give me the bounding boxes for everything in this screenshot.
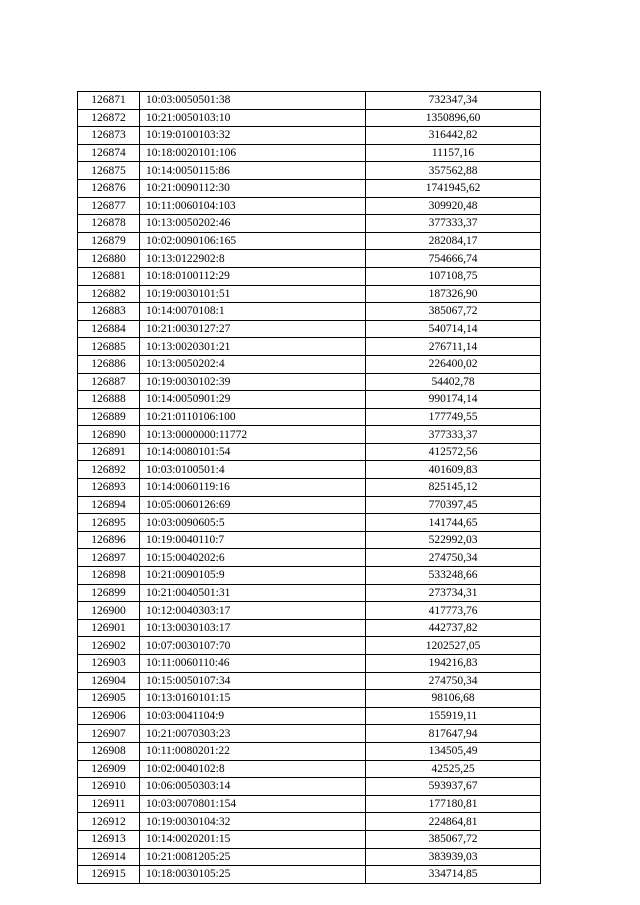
table-row — [78, 690, 541, 708]
table-row — [78, 303, 541, 321]
cadastral-number-cell: 10:02:0090106:165 — [140, 232, 366, 250]
table-row — [78, 479, 541, 497]
value-cell: 732347,34 — [366, 92, 541, 110]
cadastral-number-cell: 10:21:0070303:23 — [140, 725, 366, 743]
cadastral-number-cell: 10:03:0100501:4 — [140, 461, 366, 479]
table-row — [78, 549, 541, 567]
row-id-cell: 126910 — [78, 778, 140, 796]
cadastral-number-cell: 10:13:0030103:17 — [140, 619, 366, 637]
value-cell: 177180,81 — [366, 795, 541, 813]
row-id-cell: 126903 — [78, 655, 140, 673]
cadastral-number-cell: 10:21:0090112:30 — [140, 179, 366, 197]
row-id-cell: 126891 — [78, 443, 140, 461]
value-cell: 224864,81 — [366, 813, 541, 831]
table-row — [78, 725, 541, 743]
table-row — [78, 742, 541, 760]
cadastral-number-cell: 10:15:0040202:6 — [140, 549, 366, 567]
cadastral-number-cell: 10:11:0060104:103 — [140, 197, 366, 215]
cadastral-number-cell: 10:18:0020101:106 — [140, 144, 366, 162]
row-id-cell: 126876 — [78, 179, 140, 197]
row-id-cell: 126895 — [78, 514, 140, 532]
value-cell: 417773,76 — [366, 602, 541, 620]
table-row — [78, 584, 541, 602]
cadastral-number-cell: 10:02:0040102:8 — [140, 760, 366, 778]
table-row — [78, 355, 541, 373]
row-id-cell: 126886 — [78, 355, 140, 373]
table-row — [78, 866, 541, 884]
value-cell: 377333,37 — [366, 215, 541, 233]
value-cell: 825145,12 — [366, 479, 541, 497]
cadastral-number-cell: 10:07:0030107:70 — [140, 637, 366, 655]
value-cell: 274750,34 — [366, 672, 541, 690]
value-cell: 593937,67 — [366, 778, 541, 796]
table-row — [78, 391, 541, 409]
row-id-cell: 126894 — [78, 496, 140, 514]
row-id-cell: 126883 — [78, 303, 140, 321]
table-row — [78, 338, 541, 356]
table-row — [78, 250, 541, 268]
table-row — [78, 162, 541, 180]
cadastral-number-cell: 10:06:0050303:14 — [140, 778, 366, 796]
cadastral-number-cell: 10:13:0050202:4 — [140, 355, 366, 373]
value-cell: 187326,90 — [366, 285, 541, 303]
value-cell: 226400,02 — [366, 355, 541, 373]
row-id-cell: 126873 — [78, 127, 140, 145]
row-id-cell: 126889 — [78, 408, 140, 426]
table-row — [78, 232, 541, 250]
cadastral-number-cell: 10:13:0160101:15 — [140, 690, 366, 708]
cadastral-number-cell: 10:14:0050901:29 — [140, 391, 366, 409]
table-row — [78, 267, 541, 285]
row-id-cell: 126887 — [78, 373, 140, 391]
table-row — [78, 215, 541, 233]
cadastral-number-cell: 10:19:0100103:32 — [140, 127, 366, 145]
cadastral-number-cell: 10:14:0020201:15 — [140, 830, 366, 848]
value-cell: 533248,66 — [366, 567, 541, 585]
value-cell: 754666,74 — [366, 250, 541, 268]
row-id-cell: 126881 — [78, 267, 140, 285]
cadastral-number-cell: 10:18:0100112:29 — [140, 267, 366, 285]
cadastral-number-cell: 10:05:0060126:69 — [140, 496, 366, 514]
cadastral-number-cell: 10:21:0040501:31 — [140, 584, 366, 602]
cadastral-number-cell: 10:11:0080201:22 — [140, 742, 366, 760]
cadastral-number-cell: 10:21:0050103:10 — [140, 109, 366, 127]
data-table — [77, 91, 541, 884]
table-row — [78, 408, 541, 426]
row-id-cell: 126909 — [78, 760, 140, 778]
table-row — [78, 197, 541, 215]
table-row — [78, 496, 541, 514]
cadastral-number-cell: 10:19:0040110:7 — [140, 531, 366, 549]
value-cell: 334714,85 — [366, 866, 541, 884]
cadastral-number-cell: 10:19:0030102:39 — [140, 373, 366, 391]
row-id-cell: 126904 — [78, 672, 140, 690]
table-row — [78, 813, 541, 831]
row-id-cell: 126905 — [78, 690, 140, 708]
cadastral-number-cell: 10:19:0030104:32 — [140, 813, 366, 831]
row-id-cell: 126888 — [78, 391, 140, 409]
value-cell: 817647,94 — [366, 725, 541, 743]
row-id-cell: 126912 — [78, 813, 140, 831]
value-cell: 770397,45 — [366, 496, 541, 514]
row-id-cell: 126877 — [78, 197, 140, 215]
row-id-cell: 126911 — [78, 795, 140, 813]
value-cell: 273734,31 — [366, 584, 541, 602]
row-id-cell: 126882 — [78, 285, 140, 303]
table-row — [78, 637, 541, 655]
table-row — [78, 848, 541, 866]
cadastral-number-cell: 10:14:0060119:16 — [140, 479, 366, 497]
value-cell: 134505,49 — [366, 742, 541, 760]
table-row — [78, 320, 541, 338]
cadastral-number-cell: 10:21:0090105:9 — [140, 567, 366, 585]
row-id-cell: 126908 — [78, 742, 140, 760]
table-row — [78, 92, 541, 110]
row-id-cell: 126899 — [78, 584, 140, 602]
value-cell: 412572,56 — [366, 443, 541, 461]
value-cell: 11157,16 — [366, 144, 541, 162]
row-id-cell: 126915 — [78, 866, 140, 884]
table-row — [78, 567, 541, 585]
cadastral-number-cell: 10:13:0122902:8 — [140, 250, 366, 268]
cadastral-number-cell: 10:13:0050202:46 — [140, 215, 366, 233]
value-cell: 385067,72 — [366, 303, 541, 321]
cadastral-number-cell: 10:03:0050501:38 — [140, 92, 366, 110]
table-row — [78, 443, 541, 461]
value-cell: 309920,48 — [366, 197, 541, 215]
value-cell: 274750,34 — [366, 549, 541, 567]
row-id-cell: 126885 — [78, 338, 140, 356]
value-cell: 42525,25 — [366, 760, 541, 778]
row-id-cell: 126896 — [78, 531, 140, 549]
table-row — [78, 830, 541, 848]
cadastral-number-cell: 10:03:0090605:5 — [140, 514, 366, 532]
row-id-cell: 126914 — [78, 848, 140, 866]
table-row — [78, 619, 541, 637]
table-row — [78, 655, 541, 673]
value-cell: 385067,72 — [366, 830, 541, 848]
cadastral-number-cell: 10:19:0030101:51 — [140, 285, 366, 303]
row-id-cell: 126884 — [78, 320, 140, 338]
value-cell: 98106,68 — [366, 690, 541, 708]
row-id-cell: 126907 — [78, 725, 140, 743]
row-id-cell: 126879 — [78, 232, 140, 250]
table-row — [78, 760, 541, 778]
row-id-cell: 126893 — [78, 479, 140, 497]
table-body — [78, 92, 541, 884]
table-row — [78, 602, 541, 620]
table-row — [78, 144, 541, 162]
table-row — [78, 778, 541, 796]
table-row — [78, 426, 541, 444]
table-row — [78, 127, 541, 145]
cadastral-number-cell: 10:14:0080101:54 — [140, 443, 366, 461]
row-id-cell: 126872 — [78, 109, 140, 127]
cadastral-number-cell: 10:15:0050107:34 — [140, 672, 366, 690]
value-cell: 442737,82 — [366, 619, 541, 637]
row-id-cell: 126892 — [78, 461, 140, 479]
value-cell: 276711,14 — [366, 338, 541, 356]
value-cell: 141744,65 — [366, 514, 541, 532]
table-row — [78, 373, 541, 391]
cadastral-number-cell: 10:14:0070108:1 — [140, 303, 366, 321]
table-row — [78, 109, 541, 127]
row-id-cell: 126898 — [78, 567, 140, 585]
value-cell: 383939,03 — [366, 848, 541, 866]
value-cell: 990174,14 — [366, 391, 541, 409]
table-row — [78, 672, 541, 690]
row-id-cell: 126901 — [78, 619, 140, 637]
row-id-cell: 126900 — [78, 602, 140, 620]
row-id-cell: 126878 — [78, 215, 140, 233]
cadastral-number-cell: 10:13:0020301:21 — [140, 338, 366, 356]
value-cell: 177749,55 — [366, 408, 541, 426]
value-cell: 401609,83 — [366, 461, 541, 479]
cadastral-number-cell: 10:21:0081205:25 — [140, 848, 366, 866]
value-cell: 194216,83 — [366, 655, 541, 673]
cadastral-number-cell: 10:13:0000000:11772 — [140, 426, 366, 444]
row-id-cell: 126906 — [78, 707, 140, 725]
table-row — [78, 514, 541, 532]
row-id-cell: 126913 — [78, 830, 140, 848]
value-cell: 1741945,62 — [366, 179, 541, 197]
value-cell: 357562,88 — [366, 162, 541, 180]
row-id-cell: 126871 — [78, 92, 140, 110]
value-cell: 316442,82 — [366, 127, 541, 145]
value-cell: 1350896,60 — [366, 109, 541, 127]
cadastral-number-cell: 10:11:0060110:46 — [140, 655, 366, 673]
cadastral-number-cell: 10:03:0070801:154 — [140, 795, 366, 813]
cadastral-number-cell: 10:03:0041104:9 — [140, 707, 366, 725]
value-cell: 282084,17 — [366, 232, 541, 250]
value-cell: 522992,03 — [366, 531, 541, 549]
row-id-cell: 126875 — [78, 162, 140, 180]
table-row — [78, 707, 541, 725]
value-cell: 1202527,05 — [366, 637, 541, 655]
table-row — [78, 461, 541, 479]
table-row — [78, 285, 541, 303]
value-cell: 107108,75 — [366, 267, 541, 285]
row-id-cell: 126890 — [78, 426, 140, 444]
table-row — [78, 179, 541, 197]
value-cell: 540714,14 — [366, 320, 541, 338]
cadastral-number-cell: 10:21:0110106:100 — [140, 408, 366, 426]
table-row — [78, 795, 541, 813]
value-cell: 155919,11 — [366, 707, 541, 725]
cadastral-number-cell: 10:21:0030127:27 — [140, 320, 366, 338]
row-id-cell: 126880 — [78, 250, 140, 268]
table-row — [78, 531, 541, 549]
value-cell: 54402,78 — [366, 373, 541, 391]
cadastral-number-cell: 10:14:0050115:86 — [140, 162, 366, 180]
value-cell: 377333,37 — [366, 426, 541, 444]
row-id-cell: 126874 — [78, 144, 140, 162]
row-id-cell: 126897 — [78, 549, 140, 567]
row-id-cell: 126902 — [78, 637, 140, 655]
cadastral-number-cell: 10:18:0030105:25 — [140, 866, 366, 884]
cadastral-number-cell: 10:12:0040303:17 — [140, 602, 366, 620]
